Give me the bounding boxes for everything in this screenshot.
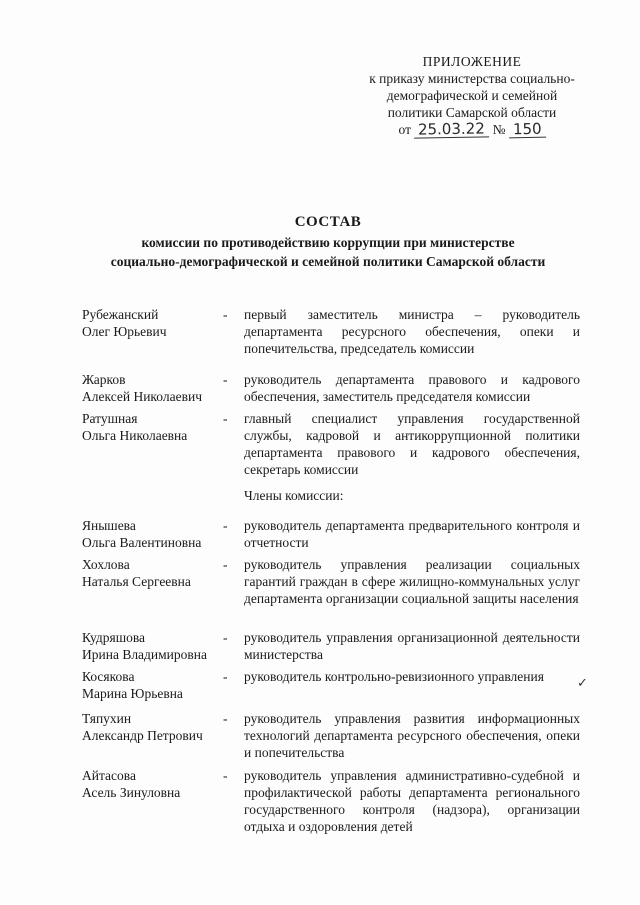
appendix-title: ПРИЛОЖЕНИЕ <box>422 54 522 69</box>
dash-separator: - <box>223 630 228 645</box>
person-role: руководитель управления административно-судебной и профилактической работы департамента регионального государственного контроля (надзора), организации отдыха и оздоровления детей <box>244 768 580 834</box>
order-date: 25.03.22 <box>414 121 489 138</box>
dash-separator: - <box>223 669 228 684</box>
person-surname: Жарков <box>82 372 126 387</box>
appendix-line-3: политики Самарской области <box>387 105 557 120</box>
person-role: руководитель управления реализации социальных гарантий граждан в сфере жилищно-коммунальных услуг департамента организации социальной защиты населения <box>244 557 580 606</box>
order-number: 150 <box>509 122 546 139</box>
dash-separator: - <box>223 557 228 572</box>
person-given-name: Марина Юрьевна <box>82 686 183 701</box>
person-role: первый заместитель министра – руководитель департамента ресурсного обеспечения, опеки и попечительства, председатель комиссии <box>244 307 580 356</box>
appendix-header <box>352 53 592 138</box>
person-name <box>82 767 227 801</box>
person-name <box>82 517 227 551</box>
person-name <box>82 710 227 744</box>
dash-separator: - <box>223 518 228 533</box>
person-surname: Тяпухин <box>82 711 132 726</box>
person-given-name: Александр Петрович <box>82 728 203 743</box>
person-given-name: Асель Зинуловна <box>82 785 181 800</box>
person-surname: Кудряшова <box>82 630 146 645</box>
appendix-line-2: демографической и семейной <box>386 88 558 103</box>
person-name <box>82 306 227 340</box>
appendix-line-1: к приказу министерства социально- <box>369 71 575 86</box>
person-surname: Рубежанский <box>82 307 159 322</box>
person-given-name: Олег Юрьевич <box>82 324 167 339</box>
person-role: главный специалист управления государственной службы, кадровой и антикоррупционной политики департамента правового и кадрового обеспечения, секретарь комиссии <box>244 411 580 477</box>
number-prefix: № <box>492 122 506 137</box>
person-given-name: Наталья Сергеевна <box>82 574 191 589</box>
person-role: руководитель управления организационной деятельности министерства <box>244 630 580 662</box>
check-mark-icon: ✓ <box>577 676 588 691</box>
person-role: руководитель контрольно-ревизионного управления <box>244 669 544 684</box>
document-heading <box>60 213 596 271</box>
person-name <box>82 410 227 444</box>
dash-separator: - <box>223 307 228 322</box>
person-given-name: Ирина Владимировна <box>82 647 208 662</box>
person-role: руководитель департамента правового и кадрового обеспечения, заместитель председателя комиссии <box>244 372 580 404</box>
person-given-name: Алексей Николаевич <box>82 389 202 404</box>
dash-separator: - <box>223 372 228 387</box>
date-prefix: от <box>398 122 412 137</box>
person-surname: Янышева <box>82 518 136 533</box>
person-surname: Айтасова <box>82 768 136 783</box>
heading-line-2: социально-демографической и семейной политики Самарской области <box>110 254 546 269</box>
person-role: руководитель управления развития информационных технологий департамента ресурсного обеспечения, опеки и попечительства <box>244 711 580 760</box>
person-surname: Косякова <box>82 669 135 684</box>
person-surname: Хохлова <box>82 557 130 572</box>
person-name <box>82 629 227 663</box>
dash-separator: - <box>223 768 228 783</box>
person-name <box>82 668 227 702</box>
heading-line-1: комиссии по противодействию коррупции при министерстве <box>141 235 515 250</box>
person-given-name: Ольга Валентиновна <box>82 535 202 550</box>
person-name <box>82 371 227 405</box>
person-given-name: Ольга Николаевна <box>82 428 188 443</box>
person-surname: Ратушная <box>82 411 138 426</box>
person-role: руководитель департамента предварительного контроля и отчетности <box>244 518 580 550</box>
members-label: Члены комиссии: <box>244 488 344 503</box>
person-name <box>82 556 227 590</box>
dash-separator: - <box>223 711 228 726</box>
order-date-line <box>352 121 592 138</box>
dash-separator: - <box>223 411 228 426</box>
heading-title: СОСТАВ <box>294 214 362 230</box>
